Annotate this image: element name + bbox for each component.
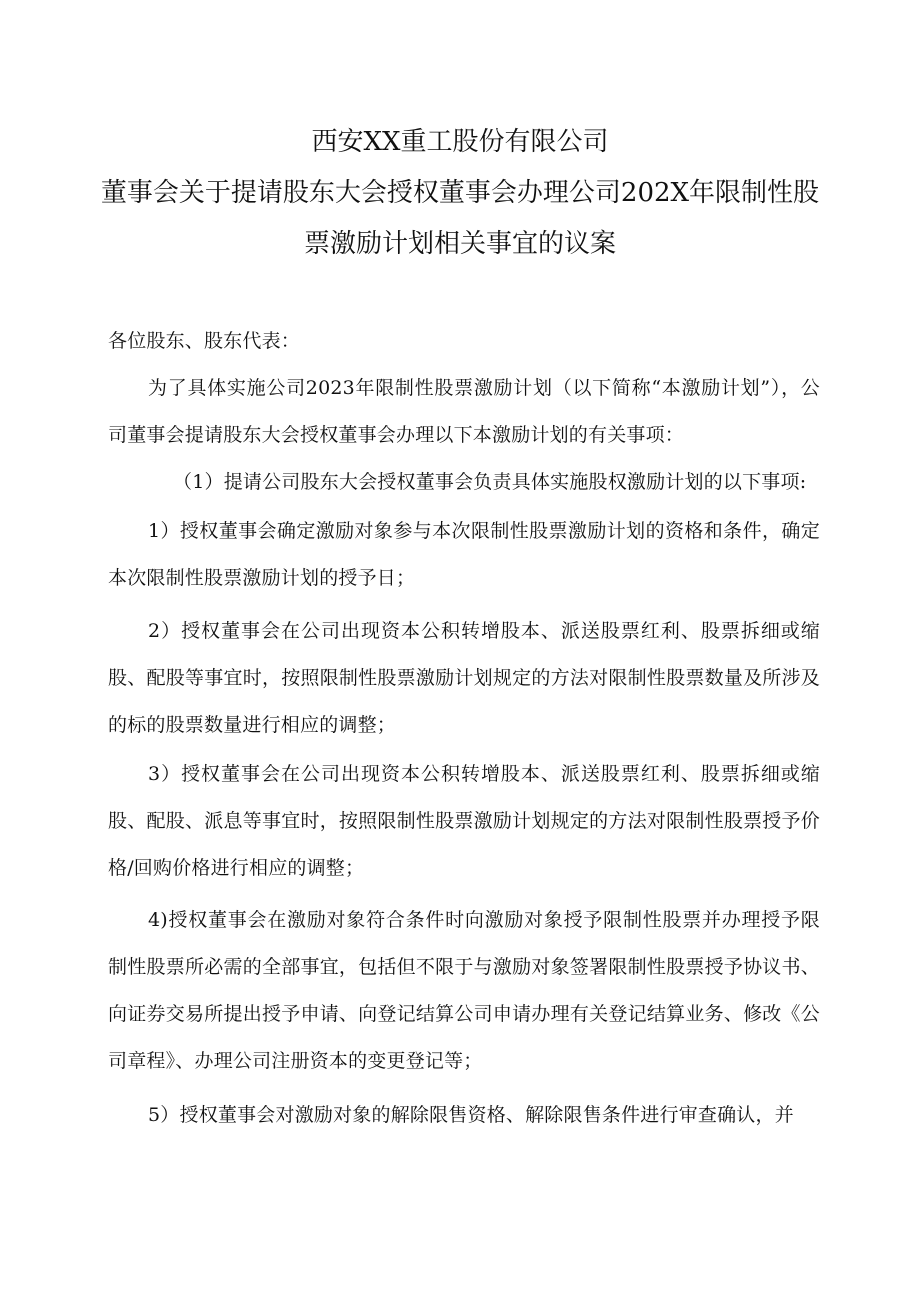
subitem-3: 3）授权董事会在公司出现资本公积转增股本、派送股票红利、股票拆细或缩股、配股、派息等事宜时，按照限制性股票激励计划规定的方法对限制性股票授予价格/回购价格进行相应的调整；: [108, 763, 820, 879]
item-1-heading: （1）提请公司股东大会授权董事会负责具体实施股权激励计划的以下事项:: [173, 471, 807, 493]
proposal-title-line-1: 董事会关于提请股东大会授权董事会办理公司202X年限制性股: [100, 178, 820, 208]
company-title: 西安XX重工股份有限公司: [311, 127, 609, 157]
subitem-1: 1）授权董事会确定激励对象参与本次限制性股票激励计划的资格和条件，确定本次限制性股票激励计划的授予日；: [108, 520, 820, 589]
subitem-2: 2）授权董事会在公司出现资本公积转增股本、派送股票红利、股票拆细或缩股、配股等事宜时，按照限制性股票激励计划规定的方法对限制性股票数量及所涉及的标的股票数量进行相应的调整；: [108, 620, 820, 736]
subitem-4: 4)授权董事会在激励对象符合条件时向激励对象授予限制性股票并办理授予限制性股票所必需的全部事宜，包括但不限于与激励对象签署限制性股票授予协议书、向证券交易所提出授予申请、向登记结算公司申请办理有关登记结算业务、修改《公司章程》、办理公司注册资本的变更登记等；: [108, 909, 820, 1072]
proposal-title-line-2: 票激励计划相关事宜的议案: [303, 229, 616, 259]
intro-paragraph: 为了具体实施公司2023年限制性股票激励计划（以下简称“本激励计划”），公司董事会提请股东大会授权董事会办理以下本激励计划的有关事项：: [108, 377, 820, 446]
greeting: 各位股东、股东代表：: [108, 330, 301, 352]
subitem-5: 5）授权董事会对激励对象的解除限售资格、解除限售条件进行审查确认，并: [148, 1104, 794, 1126]
